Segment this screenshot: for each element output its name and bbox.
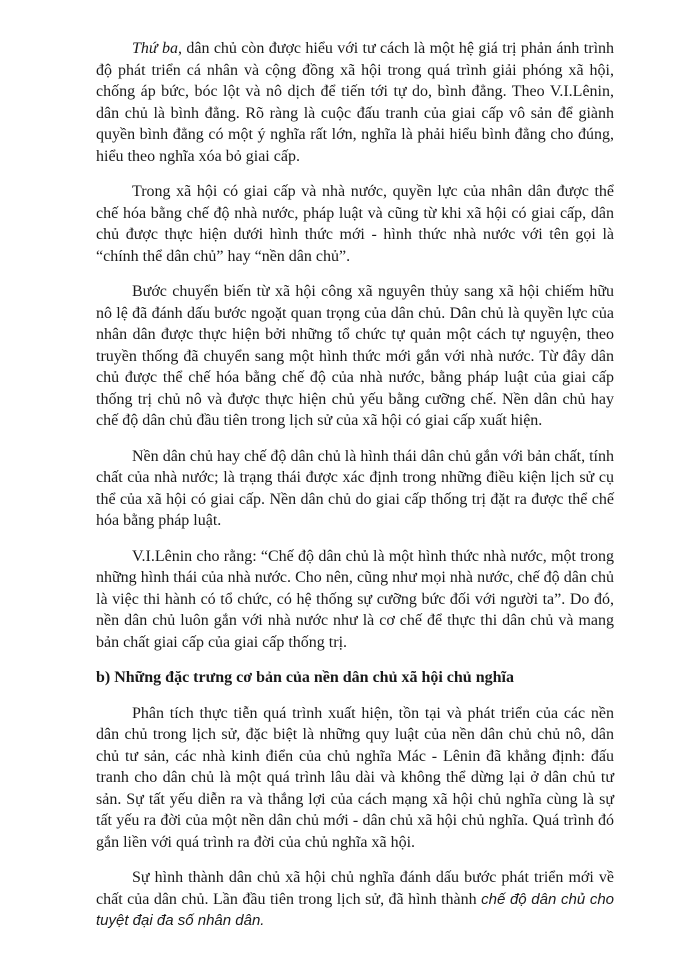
paragraph-emphasis-italic: chế độ dân chủ cho tuyệt đại đa số nhân dân.: [96, 890, 615, 929]
paragraph-text: Sự hình thành dân chủ xã hội chủ nghĩa đánh dấu bước phát triển mới về chất của dân chủ. Lần đầu tiên trong lịch sử, đã hình thành: [96, 869, 614, 908]
section-heading: b) Những đặc trưng cơ bản của nền dân chủ xã hội chủ nghĩa: [96, 669, 514, 686]
paragraph-socialist-democracy: [96, 867, 614, 932]
paragraph-third-meaning: [96, 38, 614, 167]
paragraph-lead-italic: Thứ ba: [132, 40, 178, 57]
paragraph-text: , dân chủ còn được hiểu với tư cách là một hệ giá trị phản ánh trình độ phát triển cá nhân và cộng đồng xã hội trong quá trình giải phóng xã hội, chống áp bức, bóc lột và nô dịch để tiến tới tự do, bình đẳng. Theo V.I.Lênin, dân chủ là bình đẳng. Rõ ràng là cuộc đấu tranh của giai cấp vô sản để giành quyền bình đẳng có một ý nghĩa rất lớn, nghĩa là phải hiểu bình đẳng cho đúng, hiểu theo nghĩa xóa bỏ giai cấp.: [96, 40, 615, 165]
paragraph-class-society: Trong xã hội có giai cấp và nhà nước, quyền lực của nhân dân được thể chế hóa bằng chế độ nhà nước, pháp luật và cũng từ khi xã hội có giai cấp, dân chủ được thực hiện dưới hình thức mới - hình thức nhà nước với tên gọi là “chính thể dân chủ” hay “nền dân chủ”.: [96, 183, 614, 265]
paragraph-democracy-regime: Nền dân chủ hay chế độ dân chủ là hình thái dân chủ gắn với bản chất, tính chất của nhà nước; là trạng thái được xác định trong những điều kiện lịch sử cụ thể của xã hội có giai cấp. Nền dân chủ do giai cấp thống trị đặt ra được thể chế hóa bằng pháp luật.: [96, 447, 614, 529]
paragraph-lenin-quote: V.I.Lênin cho rằng: “Chế độ dân chủ là một hình thức nhà nước, một trong những hình thái của nhà nước. Cho nên, cũng như mọi nhà nước, chế độ dân chủ là việc thi hành có tổ chức, có hệ thống sự cưỡng bức đối với người ta”. Do đó, nền dân chủ luôn gắn với nhà nước như là cơ chế để thực thi dân chủ và mang bản chất giai cấp của giai cấp thống trị.: [96, 547, 614, 651]
paragraph-analysis: Phân tích thực tiễn quá trình xuất hiện, tồn tại và phát triển của các nền dân chủ trong lịch sử, đặc biệt là những quy luật của nền dân chủ chủ nô, dân chủ tư sản, các nhà kinh điển của chủ nghĩa Mác - Lênin đã khẳng định: đấu tranh cho dân chủ là một quá trình lâu dài và không thể dừng lại ở dân chủ tư sản. Sự tất yếu diễn ra và thắng lợi của cách mạng xã hội chủ nghĩa cùng là sự tất yếu ra đời của một nền dân chủ mới - dân chủ xã hội chủ nghĩa. Quá trình đó gắn liền với quá trình ra đời của chủ nghĩa xã hội.: [96, 704, 614, 851]
paragraph-slave-society: Bước chuyển biến từ xã hội công xã nguyên thủy sang xã hội chiếm hữu nô lệ đã đánh dấu bước ngoặt quan trọng của dân chủ. Dân chủ là quyền lực của nhân dân được thực hiện bởi những tổ chức tự quản một cách tự nguyện, theo truyền thống đã chuyển sang một hình thức mới gắn với nhà nước. Từ đây dân chủ được thể chế hóa bằng chế độ của nhà nước, bằng pháp luật của giai cấp thống trị chủ nô và được thực hiện chủ yếu bằng cưỡng chế. Nền dân chủ hay chế độ dân chủ đầu tiên trong lịch sử của xã hội có giai cấp xuất hiện.: [96, 283, 614, 429]
document-body: [96, 38, 614, 946]
